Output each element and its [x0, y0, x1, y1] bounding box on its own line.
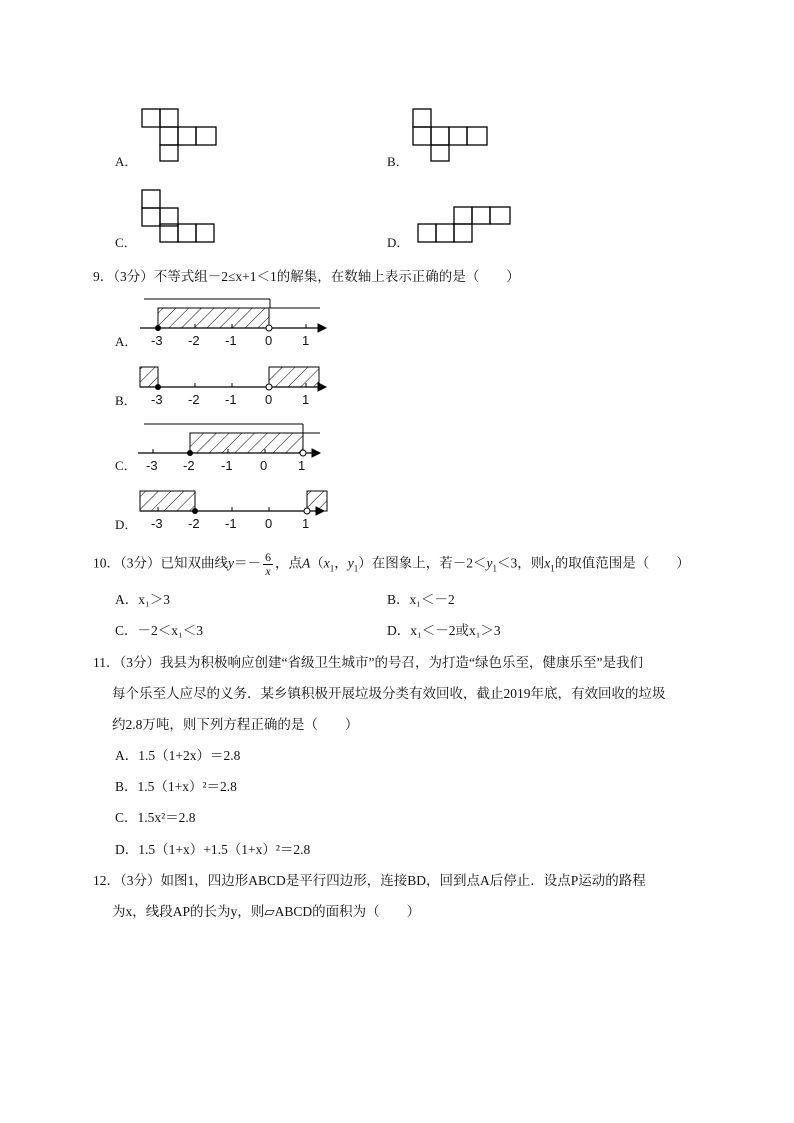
tick-label: -3 — [146, 458, 158, 473]
tick-label: -1 — [225, 392, 237, 407]
q10-option-d: D．x₁＜－2或x₁＞3 — [387, 623, 501, 638]
tick-label: -2 — [188, 516, 200, 531]
tick-label: -3 — [151, 333, 163, 348]
q10-sub1: 1 — [329, 563, 335, 574]
tick-label: -2 — [183, 458, 195, 473]
q10-fraction — [263, 551, 273, 578]
q10-stem — [93, 551, 690, 578]
q11-line2: 每个乐至人应尽的义务．某乡镇积极开展垃圾分类有效回收，截止2019年底，有效回收的垃圾 — [112, 686, 666, 701]
q12-line2: 为x，线段AP的长为y，则▱ABCD的面积为（ ） — [112, 904, 421, 919]
q10-x1b: x — [544, 555, 551, 571]
q10-sub4: 1 — [550, 563, 555, 574]
tick-label: 0 — [260, 458, 268, 473]
q10-frac-num: 6 — [265, 550, 271, 564]
q9-option-d-label: D． — [115, 517, 138, 532]
q10-option-a: A．x₁＞3 — [115, 592, 170, 607]
q10-stem-mid: ，点 — [275, 555, 302, 571]
q11-line3: 约2.8万吨，则下列方程正确的是（ ） — [112, 717, 359, 732]
tick-label: -2 — [188, 392, 200, 407]
tick-label: -3 — [151, 392, 163, 407]
q12-line1: 12．（3分）如图1，四边形ABCD是平行四边形，连接BD，回到点A后停止．设点P运动的路程 — [93, 873, 646, 888]
tick-label: 0 — [265, 516, 273, 531]
q10-stem-end: 的取值范围是（ ） — [554, 555, 690, 571]
tick-label: 1 — [298, 458, 306, 473]
tick-label: -3 — [151, 516, 163, 531]
tick-label: -1 — [225, 516, 237, 531]
tick-label: 0 — [265, 333, 273, 348]
q11-option-b: B．1.5（1+x）²＝2.8 — [115, 779, 237, 794]
q10-y1: y — [347, 555, 354, 571]
q9-option-a-label: A． — [115, 334, 138, 349]
q10-stem-pre: 10．（3分）已知双曲线 — [93, 555, 228, 571]
q10-comma: ， — [334, 555, 348, 571]
tick-label: -2 — [188, 333, 200, 348]
q9-option-b-label: B． — [115, 393, 137, 408]
q10-stem-post2: ＜3，则 — [497, 555, 545, 571]
tick-label: 1 — [302, 333, 310, 348]
q10-x1: x — [323, 555, 330, 571]
q11-option-d: D．1.5（1+x）+1.5（1+x）²＝2.8 — [115, 842, 311, 857]
q9-stem: 9．（3分）不等式组－2≤x+1＜1的解集，在数轴上表示正确的是（ ） — [93, 269, 520, 284]
q8-option-a-label: A． — [115, 154, 138, 169]
q10-point: A — [302, 555, 311, 571]
q9-option-c-label: C． — [115, 458, 137, 473]
tick-label: 0 — [265, 392, 273, 407]
q10-stem-post: ）在图象上，若－2＜ — [358, 555, 487, 571]
tick-label: 1 — [302, 516, 310, 531]
q10-option-b: B．x₁＜－2 — [387, 592, 455, 607]
tick-label: -1 — [225, 333, 237, 348]
q10-sub3: 1 — [492, 563, 497, 574]
q8-option-d-label: D． — [387, 235, 410, 250]
tick-label: 1 — [302, 392, 310, 407]
q10-eq: ＝－ — [234, 555, 261, 571]
q11-option-c: C．1.5x²＝2.8 — [115, 810, 196, 825]
q10-y: y — [228, 555, 234, 571]
q9-option-d-numberline — [0, 0, 794, 560]
q8-option-c-label: C． — [115, 235, 137, 250]
q11-line1: 11．（3分）我县为积极响应创建“省级卫生城市”的号召，为打造“绿色乐至，健康乐至”是我们 — [93, 655, 643, 670]
q10-sub2: 1 — [353, 563, 359, 574]
q10-y1b: y — [486, 555, 493, 571]
q10-frac-den: x — [265, 564, 271, 578]
q8-option-b-label: B． — [387, 154, 409, 169]
q10-coord-open: （ — [310, 555, 324, 571]
tick-label: -1 — [221, 458, 233, 473]
q10-option-c: C．－2＜x₁＜3 — [115, 623, 203, 638]
q11-option-a: A．1.5（1+2x）＝2.8 — [115, 748, 241, 763]
